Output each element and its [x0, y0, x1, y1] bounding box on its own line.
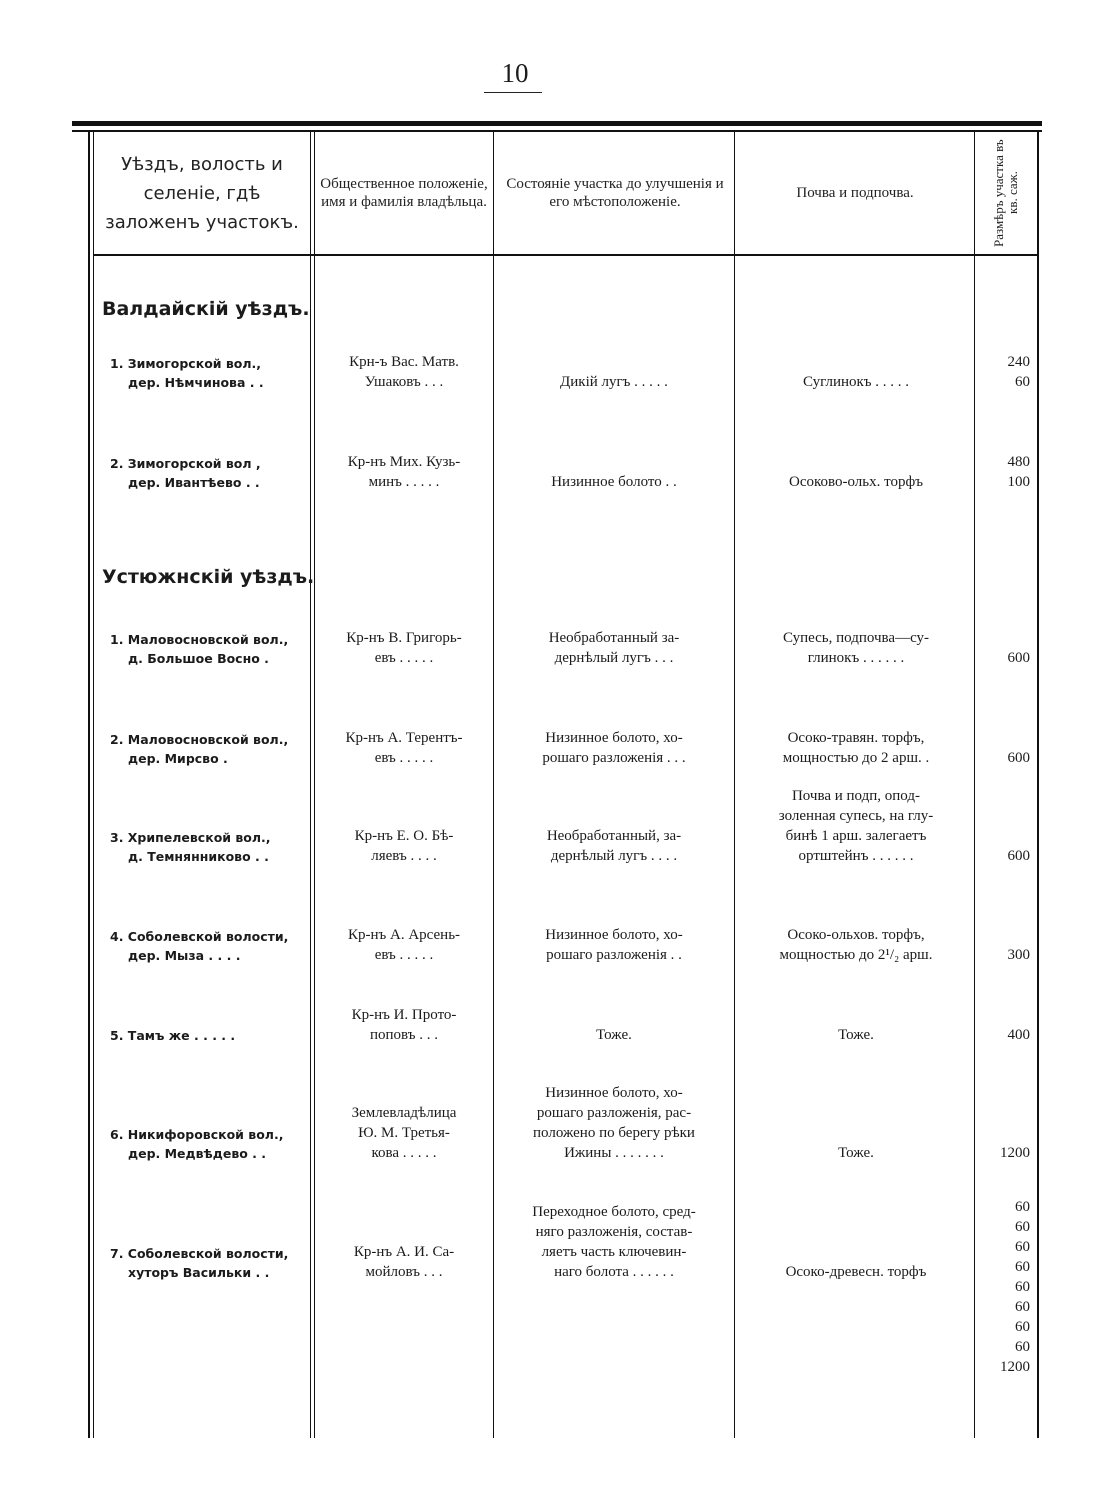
- size-cell: [978, 1025, 1030, 1045]
- size-cell: [978, 945, 1030, 965]
- table-left-border: [88, 130, 90, 1438]
- column-divider-4: [974, 130, 975, 1438]
- cell-line: 5. Тамъ же . . . . .: [110, 1028, 236, 1043]
- cell-line: 300: [1007, 947, 1030, 963]
- column-divider-2: [493, 130, 494, 1438]
- cell-line: ортштейнъ . . . . . .: [798, 848, 914, 864]
- cell-line: евъ . . . . .: [374, 947, 434, 963]
- cell-line: Почва и подп, опод-: [791, 788, 921, 804]
- cell-line: хуторъ Васильки . .: [128, 1265, 270, 1280]
- column-divider-3: [734, 130, 735, 1438]
- cell-line: дер. Ивантѣево . .: [128, 475, 260, 490]
- cell-line: 60: [1015, 1259, 1030, 1275]
- cell-line: дер. Нѣмчинова . .: [128, 375, 264, 390]
- size-cell: [978, 452, 1030, 492]
- cell-line: бинѣ 1 арш. залегаетъ: [785, 828, 927, 844]
- location-cell: [100, 454, 305, 492]
- soil-cell: [740, 372, 972, 392]
- cell-line: евъ . . . . .: [374, 750, 434, 766]
- cell-line: положено по берегу рѣки: [533, 1125, 695, 1141]
- cell-line: 60: [1015, 1319, 1030, 1335]
- cell-line: Низинное болото, хо-: [545, 1085, 683, 1101]
- location-cell: [100, 927, 305, 965]
- cell-line: золенная супесь, на глу-: [778, 808, 934, 824]
- cell-line: 60: [1015, 1239, 1030, 1255]
- table-left-border-inner: [93, 130, 94, 1438]
- cell-line: 60: [1015, 1339, 1030, 1355]
- district-heading: Валдайскій уѣздъ.: [102, 298, 310, 320]
- cell-line: Тоже.: [838, 1145, 874, 1161]
- cell-line: 2. Маловосновской вол.,: [110, 732, 289, 747]
- cell-line: Низинное болото, хо-: [545, 730, 683, 746]
- cell-line: Необработанный, за-: [546, 828, 682, 844]
- soil-cell: [740, 628, 972, 668]
- cell-line: 3. Хрипелевской вол.,: [110, 830, 271, 845]
- cell-line: Кр-нъ А. И. Са-: [353, 1244, 455, 1260]
- soil-cell: [740, 472, 972, 492]
- column-header-location: Уѣздъ, волость и селеніе, гдѣ заложенъ участокъ.: [105, 153, 299, 233]
- soil-cell: [740, 925, 972, 965]
- location-cell: [100, 630, 305, 668]
- column-header-owner: Общественное положеніе, имя и фамилія владѣльца.: [320, 176, 488, 210]
- owner-cell: [320, 728, 488, 768]
- cell-line: мощностью до 2 арш. .: [782, 750, 930, 766]
- cell-line: минъ . . . . .: [368, 474, 440, 490]
- cell-line: мойловъ . . .: [365, 1264, 443, 1280]
- cell-line: Низинное болото . .: [551, 474, 677, 490]
- cell-line: Осоко-древесн. торфъ: [785, 1264, 927, 1280]
- cell-line: 240: [1007, 354, 1030, 370]
- cell-line: 600: [1007, 848, 1030, 864]
- cell-line: 480: [1007, 454, 1030, 470]
- cell-line: 100: [1007, 474, 1030, 490]
- owner-cell: [320, 1005, 488, 1045]
- column-divider-1: [310, 130, 311, 1438]
- size-cell: [978, 648, 1030, 668]
- owner-cell: [320, 452, 488, 492]
- cell-line: Тоже.: [596, 1027, 632, 1043]
- cell-line: Крн-ъ Вас. Матв.: [349, 354, 459, 370]
- cell-line: 400: [1007, 1027, 1030, 1043]
- cell-line: 600: [1007, 750, 1030, 766]
- header-bottom-rule: [93, 254, 1039, 256]
- cell-line: Ушаковъ . . .: [364, 374, 444, 390]
- cell-line: Тоже.: [838, 1027, 874, 1043]
- cell-line: дернѣлый лугъ . . . .: [550, 848, 678, 864]
- cell-line: Землевладѣлица: [351, 1105, 457, 1121]
- size-cell: [978, 748, 1030, 768]
- table-right-border: [1037, 130, 1039, 1438]
- district-heading: Устюжнскій уѣздъ.: [102, 566, 315, 588]
- soil-cell: [740, 728, 972, 768]
- cell-line: 1200: [1000, 1145, 1030, 1161]
- owner-cell: [320, 1242, 488, 1282]
- column-header-size: Размѣръ участка въ кв. саж.: [991, 139, 1020, 247]
- cell-line: 1. Маловосновской вол.,: [110, 632, 289, 647]
- cell-line: Супесь, подпочва—су-: [782, 630, 930, 646]
- location-cell: [100, 828, 305, 866]
- owner-cell: [320, 826, 488, 866]
- location-cell: [100, 354, 305, 392]
- size-cell: [978, 352, 1030, 392]
- state-cell: [498, 1025, 730, 1045]
- cell-line: Осоково-ольх. торфъ: [789, 474, 923, 490]
- cell-line: ляетъ часть ключевин-: [541, 1244, 687, 1260]
- cell-line: ляевъ . . . .: [371, 848, 437, 864]
- state-cell: [498, 1202, 730, 1282]
- location-cell: [100, 1125, 305, 1163]
- column-header-soil: Почва и подпочва.: [796, 185, 914, 201]
- cell-line: кова . . . . .: [371, 1145, 437, 1161]
- state-cell: [498, 472, 730, 492]
- cell-line: Низинное болото, хо-: [545, 927, 683, 943]
- cell-line: рошаго разложенія . .: [546, 947, 682, 963]
- column-divider-1-inner: [314, 130, 315, 1438]
- state-cell: [498, 826, 730, 866]
- cell-line: дер. Мыза . . . .: [128, 948, 241, 963]
- soil-cell: [740, 786, 972, 866]
- soil-cell: [740, 1262, 972, 1282]
- cell-line: 4. Соболевской волости,: [110, 929, 289, 944]
- size-cell: [978, 1197, 1030, 1377]
- state-cell: [498, 628, 730, 668]
- state-cell: [498, 925, 730, 965]
- cell-line: Кр-нъ А. Терентъ-: [345, 730, 463, 746]
- owner-cell: [320, 925, 488, 965]
- cell-line: 1200: [1000, 1359, 1030, 1375]
- cell-line: Осоко-ольхов. торфъ,: [787, 927, 925, 943]
- state-cell: [498, 728, 730, 768]
- cell-line: 6. Никифоровской вол.,: [110, 1127, 284, 1142]
- cell-line: дер. Мирсво .: [128, 751, 228, 766]
- state-cell: [498, 1083, 730, 1163]
- cell-line: мощностью до 2¹/₂ арш.: [779, 947, 933, 963]
- cell-line: няго разложенія, состав-: [535, 1224, 693, 1240]
- cell-line: д. Темнянниково . .: [128, 849, 269, 864]
- cell-line: наго болота . . . . . .: [554, 1264, 674, 1280]
- cell-line: Переходное болото, сред-: [532, 1204, 696, 1220]
- table-top-rule-thin: [72, 130, 1042, 132]
- soil-cell: [740, 1143, 972, 1163]
- cell-line: Кр-нъ Мих. Кузь-: [347, 454, 461, 470]
- cell-line: Ю. М. Третья-: [358, 1125, 450, 1141]
- cell-line: д. Большое Восно .: [128, 651, 269, 666]
- owner-cell: [320, 352, 488, 392]
- cell-line: Кр-нъ В. Григорь-: [346, 630, 462, 646]
- table-top-rule: [72, 121, 1042, 126]
- cell-line: Дикій лугъ . . . . .: [560, 374, 668, 390]
- location-cell: [100, 1244, 305, 1282]
- owner-cell: [320, 1103, 488, 1163]
- cell-line: Необработанный за-: [548, 630, 680, 646]
- cell-line: дернѣлый лугъ . . .: [554, 650, 674, 666]
- cell-line: глинокъ . . . . . .: [807, 650, 905, 666]
- location-cell: [100, 730, 305, 768]
- cell-line: 60: [1015, 374, 1030, 390]
- cell-line: 60: [1015, 1219, 1030, 1235]
- cell-line: Осоко-травян. торфъ,: [787, 730, 925, 746]
- cell-line: Кр-нъ И. Прото-: [351, 1007, 457, 1023]
- owner-cell: [320, 628, 488, 668]
- cell-line: Кр-нъ А. Арсень-: [347, 927, 461, 943]
- size-cell: [978, 846, 1030, 866]
- state-cell: [498, 372, 730, 392]
- cell-line: 1. Зимогорской вол.,: [110, 356, 262, 371]
- page-number: 10: [501, 58, 529, 88]
- cell-line: Ижины . . . . . . .: [564, 1145, 664, 1161]
- cell-line: 60: [1015, 1199, 1030, 1215]
- cell-line: евъ . . . . .: [374, 650, 434, 666]
- cell-line: Кр-нъ Е. О. Бѣ-: [354, 828, 454, 844]
- cell-line: 60: [1015, 1299, 1030, 1315]
- cell-line: поповъ . . .: [369, 1027, 439, 1043]
- location-cell: [100, 1026, 305, 1045]
- cell-line: 600: [1007, 650, 1030, 666]
- cell-line: рошаго разложенія, рас-: [536, 1105, 692, 1121]
- cell-line: Суглинокъ . . . . .: [802, 374, 910, 390]
- cell-line: 7. Соболевской волости,: [110, 1246, 289, 1261]
- size-cell: [978, 1143, 1030, 1163]
- cell-line: 2. Зимогорской вол ,: [110, 456, 261, 471]
- soil-cell: [740, 1025, 972, 1045]
- cell-line: дер. Медвѣдево . .: [128, 1146, 267, 1161]
- column-header-state: Состояніе участка до улучшенія и его мѣстоположеніе.: [506, 176, 724, 210]
- cell-line: 60: [1015, 1279, 1030, 1295]
- page-number-underline: [484, 92, 542, 93]
- cell-line: рошаго разложенія . . .: [542, 750, 686, 766]
